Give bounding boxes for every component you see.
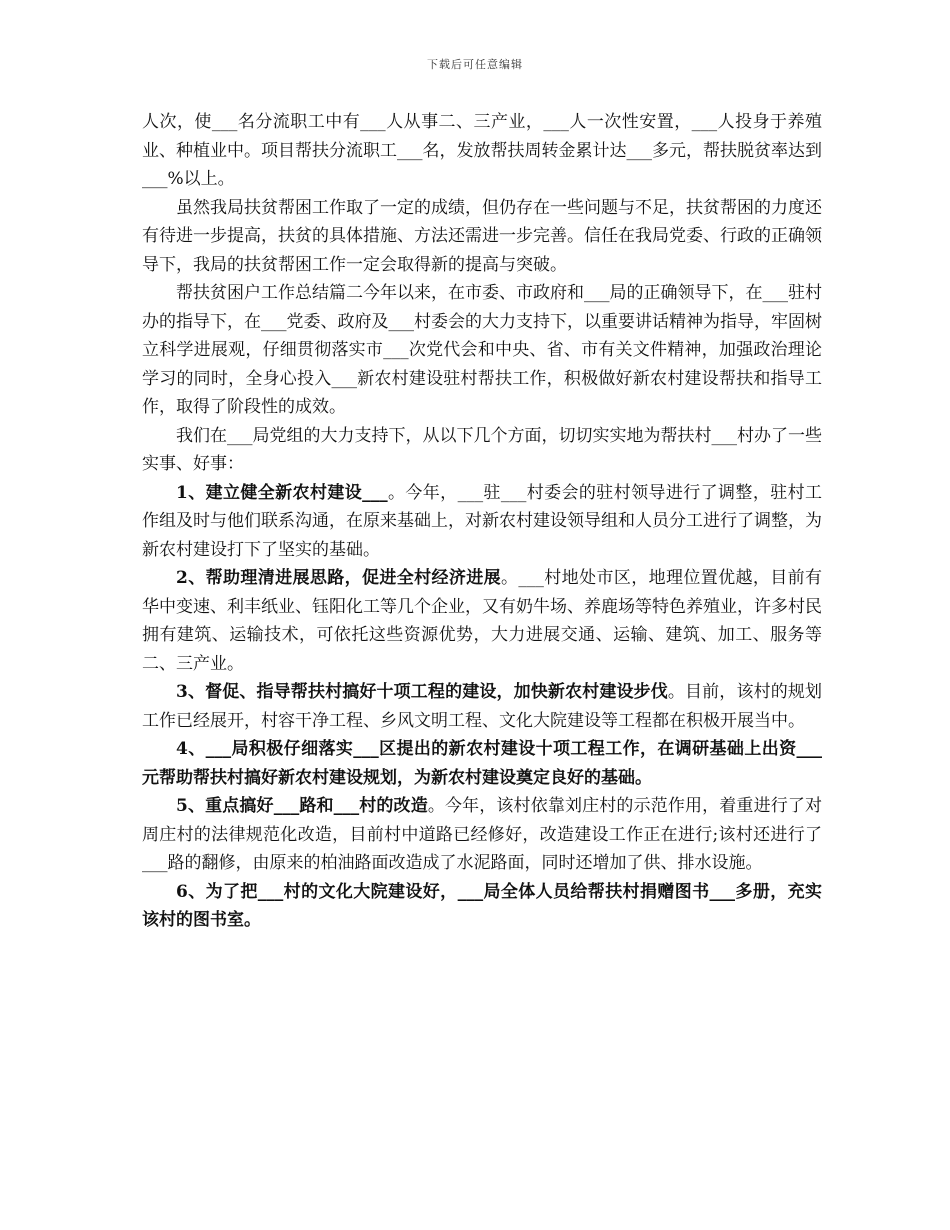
item-2 [142,564,822,678]
item-heading: 2、帮助理清进展思路，促进全村经济进展 [176,568,502,588]
item-3 [142,678,822,735]
item-1 [142,479,822,565]
item-5 [142,792,822,878]
document-body [142,108,822,935]
item-heading: 4、___局积极仔细落实___区提出的新农村建设十项工程工作，在调研基础上出资___元帮助帮扶村搞好新农村建设规划，为新农村建设奠定良好的基础。 [142,739,822,788]
item-heading: 1、建立健全新农村建设___ [176,482,388,503]
item-text: 。目前，该村的规划工作已经展开，村容干净工程、乡风文明工程、文化大院建设等工程都在积极开展当中。 [142,682,823,731]
paragraph-text: 人次，使___名分流职工中有___人从事二、三产业，___人一次性安置，___人投身于养殖业、种植业中。项目帮扶分流职工___名，发放帮扶周转金累计达___多元，帮扶脱贫率达到___%以上。 [142,112,822,189]
item-heading: 5、重点搞好___路和___村的改造 [176,796,428,816]
item-4 [142,735,822,792]
paragraph-text: 虽然我局扶贫帮困工作取了一定的成绩，但仍存在一些问题与不足，扶贫帮困的力度还有待进一步提高，扶贫的具体措施、方法还需进一步完善。信任在我局党委、行政的正确领导下，我局的扶贫帮困工作一定会取得新的提高与突破。 [142,197,822,275]
item-text: 。今年，___驻___村委会的驻村领导进行了调整，驻村工作组及时与他们联系沟通，在原来基础上，对新农村建设领导组和人员分工进行了调整，为新农村建设打下了坚实的基础。 [142,482,822,560]
paragraph-2 [142,194,822,280]
item-heading: 3、督促、指导帮扶村搞好十项工程的建设，加快新农村建设步伐 [176,682,668,702]
item-text: 。___村地处市区，地理位置优越，目前有华中变速、利丰纸业、钰阳化工等几个企业，又有奶牛场、养鹿场等特色养殖业，许多村民拥有建筑、运输技术，可依托这些资源优势，大力进展交通、运输、建筑、加工、服务等二、三产业。 [142,568,823,674]
page-header: 下载后可任意编辑 [427,58,523,71]
item-6 [142,878,822,935]
item-text: 。今年，该村依靠刘庄村的示范作用，着重进行了对周庄村的法律规范化改造，目前村中道路已经修好，改造建设工作正在进行;该村还进行了___路的翻修，由原来的柏油路面改造成了水泥路面，同时还增加了供、排水设施。 [142,796,823,873]
paragraph-1 [142,108,822,194]
paragraph-3 [142,279,822,422]
item-heading: 6、为了把___村的文化大院建设好，___局全体人员给帮扶村捐赠图书___多册，充实该村的图书室。 [142,881,822,930]
paragraph-text: 帮扶贫困户工作总结篇二今年以来，在市委、市政府和___局的正确领导下，在___驻村办的指导下，在___党委、政府及___村委会的大力支持下，以重要讲话精神为指导，牢固树立科学进展观，仔细贯彻落实市___次党代会和中央、省、市有关文件精神，加强政治理论学习的同时，全身心投入___新农村建设驻村帮扶工作，积极做好新农村建设帮扶和指导工作，取得了阶段性的成效。 [142,283,822,417]
paragraph-text: 我们在___局党组的大力支持下，从以下几个方面，切切实实地为帮扶村___村办了一些实事、好事： [142,425,822,474]
paragraph-4 [142,422,822,479]
